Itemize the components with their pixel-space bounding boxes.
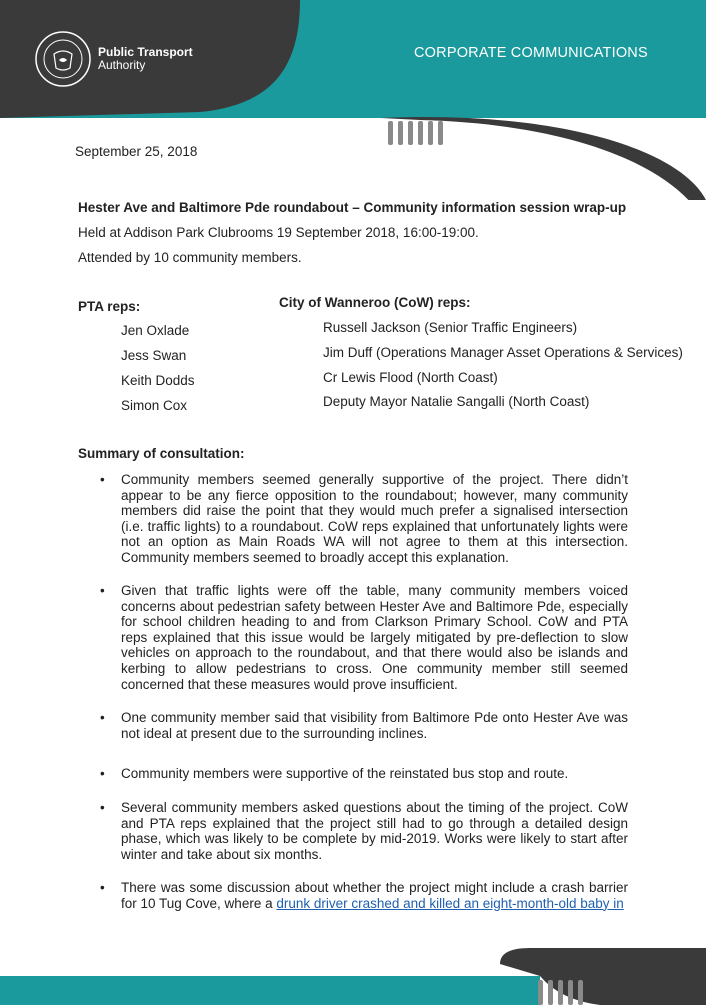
cow-rep: Cr Lewis Flood (North Coast)	[323, 370, 498, 385]
bullet-icon: •	[100, 472, 105, 487]
summary-bullet: Community members seemed generally supportive of the project. There didn’t appear to be any fierce opposition to the roundabout; however, many community members did raise the point that they would much prefer a signalised intersection (i.e. traffic lights) to a roundabout. CoW reps explained that unfortunately lights were not an option as Main Roads WA will not agree to them at this intersection. Community members seemed to broadly accept this explanation.	[121, 472, 628, 565]
footer-teal-band	[0, 976, 540, 1005]
news-article-link[interactable]: drunk driver crashed and killed an eight-month-old baby in	[276, 895, 624, 911]
held-at-line: Held at Addison Park Clubrooms 19 September 2018, 16:00-19:00.	[78, 225, 479, 240]
bullet-icon: •	[100, 880, 105, 895]
org-line1: Public Transport	[98, 45, 193, 59]
summary-bullet: Several community members asked questions about the timing of the project. CoW and PTA reps explained that the project still had to go through a detailed design phase, which was likely to be complete by mid-2019. Works were likely to start after winter and take about six months.	[121, 800, 628, 862]
cow-rep: Jim Duff (Operations Manager Asset Operations & Services)	[323, 345, 683, 360]
department-title: CORPORATE COMMUNICATIONS	[414, 45, 648, 61]
summary-bullet: Community members were supportive of the reinstated bus stop and route.	[121, 766, 569, 781]
bullet-icon: •	[100, 710, 105, 725]
org-name	[98, 46, 193, 72]
cow-reps-heading: City of Wanneroo (CoW) reps:	[279, 295, 471, 310]
document-date: September 25, 2018	[75, 144, 198, 159]
pta-logo	[34, 30, 193, 88]
attended-line: Attended by 10 community members.	[78, 250, 302, 265]
crest-icon	[34, 30, 92, 88]
cow-rep: Deputy Mayor Natalie Sangalli (North Coast)	[323, 394, 590, 409]
last-bullet-text: There was some discussion about whether the project might include a crash barrier for 10 Tug Cove, where a	[121, 880, 628, 911]
summary-bullet-last	[121, 880, 628, 911]
summary-bullet: Given that traffic lights were off the table, many community members voiced concerns about pedestrian safety between Hester Ave and Baltimore Pde, especially for school children heading to and from Clarkson Primary School. CoW and PTA reps explained that this issue would be largely mitigated by pre-deflection to slow vehicles on approach to the roundabout, and that there would also be islands and kerbing to allow pedestrians to cross. One community member still seemed concerned that these measures would prove insufficient.	[121, 583, 628, 692]
cow-rep: Russell Jackson (Senior Traffic Engineers)	[323, 320, 578, 335]
header-white-curve	[0, 118, 706, 200]
bullet-icon: •	[100, 766, 105, 781]
document-title: Hester Ave and Baltimore Pde roundabout – Community information session wrap-up	[78, 200, 627, 215]
summary-heading: Summary of consultation:	[78, 446, 245, 461]
pta-rep: Keith Dodds	[121, 373, 195, 388]
pta-reps-heading: PTA reps:	[78, 299, 141, 314]
bullet-icon: •	[100, 800, 105, 815]
summary-bullet: One community member said that visibility from Baltimore Pde onto Hester Ave was not ideal at present due to the surrounding inclines.	[121, 710, 628, 741]
org-line2: Authority	[98, 58, 146, 72]
pta-rep: Jen Oxlade	[121, 323, 190, 338]
pta-rep: Simon Cox	[121, 398, 188, 413]
header-stripes	[388, 121, 443, 145]
pta-rep: Jess Swan	[121, 348, 187, 363]
bullet-icon: •	[100, 583, 105, 598]
footer-banner	[0, 940, 706, 1005]
